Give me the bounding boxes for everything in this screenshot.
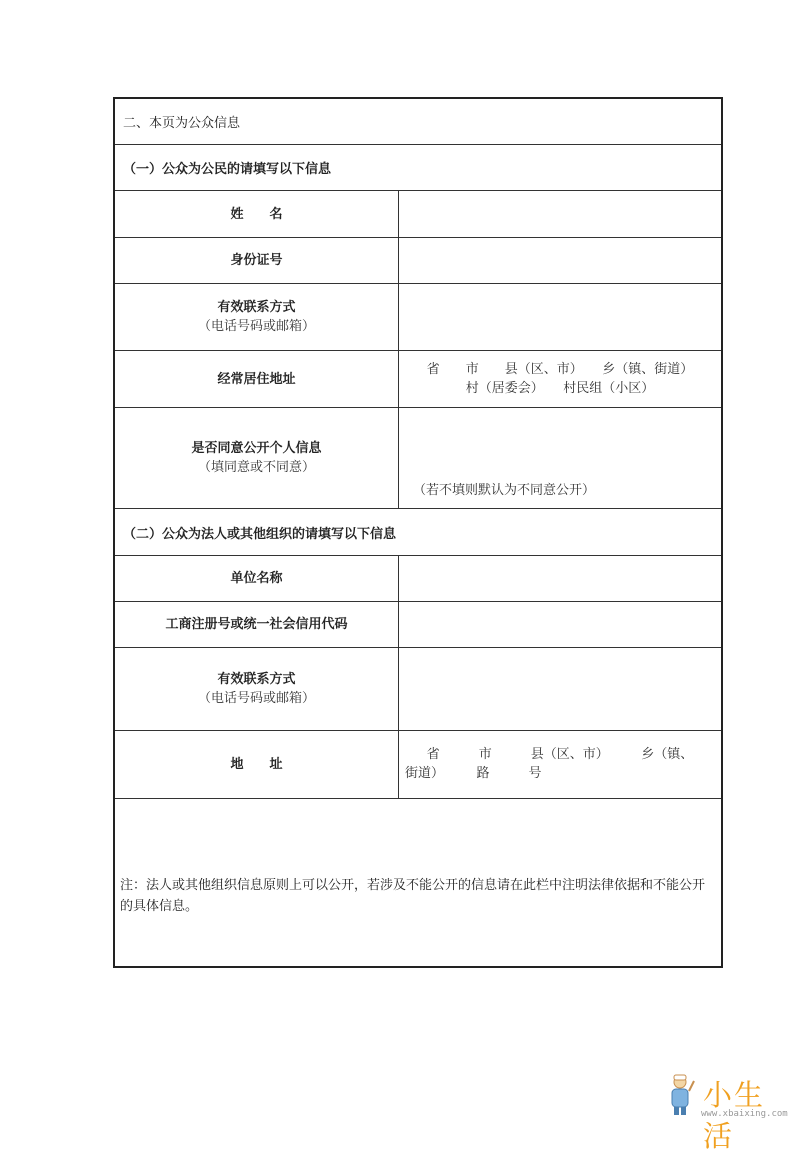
citizen-address-label: 经常居住地址 xyxy=(217,371,296,387)
section-title-row xyxy=(115,99,721,145)
org-address-label: 地 址 xyxy=(230,757,283,772)
org-note-row[interactable] xyxy=(115,799,721,966)
citizen-name-field[interactable] xyxy=(399,191,721,237)
citizen-contact-label-cell xyxy=(115,284,399,350)
org-contact-sub: （电话号码或邮箱） xyxy=(197,691,315,706)
org-contact-label-cell xyxy=(115,648,399,730)
citizen-consent-label: 是否同意公开个人信息 xyxy=(191,441,322,456)
public-info-form xyxy=(113,97,723,968)
citizen-address-line1: 省 市 县（区、市） 乡（镇、街道） xyxy=(426,362,694,377)
org-unit-label: 单位名称 xyxy=(230,571,283,586)
chef-figure-icon xyxy=(663,1073,697,1117)
org-contact-row xyxy=(115,648,721,731)
citizen-name-row xyxy=(115,191,721,238)
citizen-address-line2: 村（居委会） 村民组（小区） xyxy=(465,381,655,396)
watermark-title: 小生活 xyxy=(703,1078,766,1153)
citizen-id-field[interactable] xyxy=(399,238,721,283)
citizen-contact-sub: （电话号码或邮箱） xyxy=(197,319,315,334)
watermark-logo xyxy=(663,1073,793,1153)
section-title: 二、本页为公众信息 xyxy=(123,116,241,131)
citizen-id-row xyxy=(115,238,721,284)
org-address-line1: 省 市 县（区、市） 乡（镇、 xyxy=(426,747,694,762)
citizen-consent-label-cell xyxy=(115,408,399,508)
org-header-row xyxy=(115,509,721,556)
org-contact-field[interactable] xyxy=(399,648,721,730)
citizen-address-field[interactable] xyxy=(399,351,721,407)
org-unit-row xyxy=(115,556,721,602)
citizen-header: （一）公众为公民的请填写以下信息 xyxy=(123,162,332,177)
org-reg-row xyxy=(115,602,721,648)
citizen-id-label: 身份证号 xyxy=(230,253,283,268)
citizen-name-label: 姓 名 xyxy=(230,206,283,222)
citizen-contact-row xyxy=(115,284,721,351)
citizen-contact-field[interactable] xyxy=(399,284,721,350)
org-contact-label: 有效联系方式 xyxy=(217,672,296,687)
org-reg-label-cell xyxy=(115,602,399,647)
citizen-consent-sub: （填同意或不同意） xyxy=(197,460,315,475)
citizen-consent-row xyxy=(115,408,721,509)
org-unit-field[interactable] xyxy=(399,556,721,601)
org-unit-label-cell xyxy=(115,556,399,601)
citizen-address-label-cell xyxy=(115,351,399,407)
citizen-header-row xyxy=(115,145,721,191)
citizen-id-label-cell xyxy=(115,238,399,283)
citizen-consent-field[interactable] xyxy=(399,408,721,508)
citizen-contact-label: 有效联系方式 xyxy=(217,300,296,315)
citizen-name-label-cell xyxy=(115,191,399,237)
citizen-consent-hint: （若不填则默认为不同意公开） xyxy=(413,483,596,498)
org-address-label-cell xyxy=(115,731,399,798)
watermark-url: www.xbaixing.com xyxy=(701,1109,788,1119)
org-note: 注：法人或其他组织信息原则上可以公开，若涉及不能公开的信息请在此栏中注明法律依据和不能公开的具体信息。 xyxy=(120,878,706,914)
citizen-address-row xyxy=(115,351,721,408)
org-reg-label: 工商注册号或统一社会信用代码 xyxy=(165,617,348,632)
org-address-field[interactable] xyxy=(399,731,721,798)
org-address-line2: 街道） 路 号 xyxy=(405,766,542,781)
org-address-row xyxy=(115,731,721,799)
org-reg-field[interactable] xyxy=(399,602,721,647)
org-header: （二）公众为法人或其他组织的请填写以下信息 xyxy=(123,526,397,542)
